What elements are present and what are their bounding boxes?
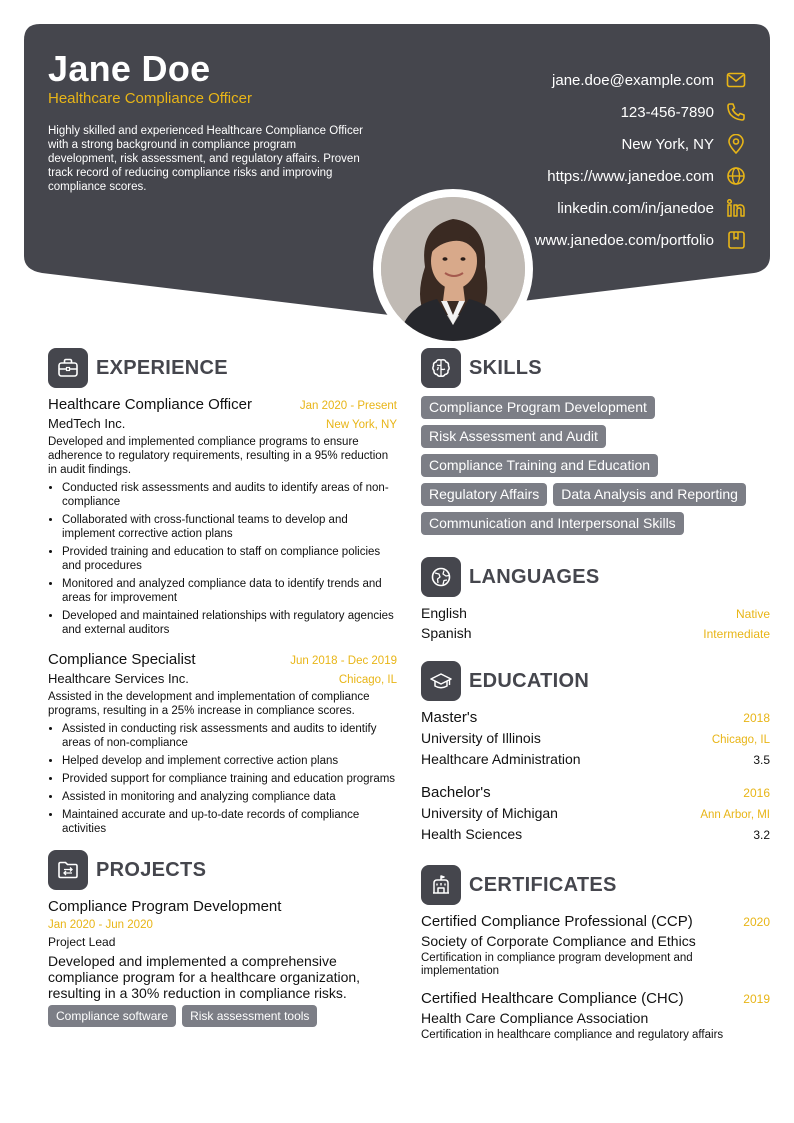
profile-summary: Highly skilled and experienced Healthcare Compliance Officer with a strong background in compliance program development, risk assessment, and regulatory affairs. Proven track record of reducing compliance risks and improving compliance scores.	[48, 125, 363, 193]
candidate-title: Healthcare Compliance Officer	[48, 90, 252, 107]
location-pin-icon	[726, 134, 746, 154]
school-location: Chicago, IL	[711, 734, 770, 746]
certificate-issuer: Health Care Compliance Association	[421, 1010, 649, 1026]
brain-icon	[421, 348, 461, 388]
contact-location-text: New York, NY	[621, 135, 714, 153]
list-item: • Provided support for compliance training and education programs	[62, 772, 397, 786]
left-column	[48, 348, 397, 1027]
list-item: • Helped develop and implement corrective action plans	[62, 754, 397, 768]
skill-tag: Compliance Program Development	[421, 396, 655, 419]
school-location: Ann Arbor, MI	[700, 809, 770, 821]
education-year: 2016	[743, 786, 770, 800]
degree: Master's	[421, 709, 478, 726]
skill-tag: Compliance Training and Education	[421, 454, 658, 477]
school-name: University of Illinois	[421, 730, 541, 746]
experience-item	[48, 651, 397, 836]
briefcase-icon	[48, 348, 88, 388]
globe-icon	[726, 166, 746, 186]
certificate-item	[421, 913, 770, 978]
certificate-name: Certified Healthcare Compliance (CHC)	[421, 990, 684, 1007]
linkedin-icon	[726, 198, 746, 218]
contact-portfolio-text[interactable]: www.janedoe.com/portfolio	[534, 231, 714, 249]
language-name: Spanish	[421, 625, 472, 641]
list-item: • Developed and maintained relationships with regulatory agencies and external auditors	[62, 609, 397, 637]
folder-icon	[48, 850, 88, 890]
contact-website[interactable]	[535, 160, 746, 192]
contact-list	[535, 64, 746, 256]
project-tag: Compliance software	[48, 1005, 176, 1027]
project-name: Compliance Program Development	[48, 898, 282, 915]
skill-tag: Regulatory Affairs	[421, 483, 547, 506]
education-year: 2018	[743, 711, 770, 725]
language-globe-icon	[421, 557, 461, 597]
certificates-section	[421, 865, 770, 1042]
contact-portfolio[interactable]	[535, 224, 746, 256]
contact-linkedin-text[interactable]: linkedin.com/in/janedoe	[557, 199, 714, 217]
job-description: Developed and implemented compliance programs to ensure adherence to regulatory requirements, resulting in a 95% reduction in audit findings.	[48, 436, 389, 476]
certificate-name: Certified Compliance Professional (CCP)	[421, 913, 693, 930]
job-title: Healthcare Compliance Officer	[48, 396, 252, 413]
education-item	[421, 709, 770, 772]
certificate-year: 2019	[743, 992, 770, 1006]
job-location: New York, NY	[326, 419, 397, 431]
degree: Bachelor's	[421, 784, 491, 801]
project-description: Developed and implemented a comprehensive compliance program for a healthcare organization, resulting in a 30% reduction in compliance risks.	[48, 953, 361, 1001]
skills-heading: SKILLS	[469, 356, 542, 379]
list-item: • Conducted risk assessments and audits to identify areas of non-compliance	[62, 481, 397, 509]
skill-tag: Communication and Interpersonal Skills	[421, 512, 684, 535]
certificate-item	[421, 990, 770, 1042]
skills-list	[421, 396, 761, 535]
job-bullets	[48, 481, 397, 637]
experience-heading: EXPERIENCE	[96, 356, 228, 379]
project-dates: Jan 2020 - Jun 2020	[48, 919, 153, 931]
graduation-cap-icon	[421, 661, 461, 701]
mail-icon	[726, 70, 746, 90]
field-of-study: Health Sciences	[421, 826, 523, 842]
field-of-study: Healthcare Administration	[421, 751, 581, 767]
experience-section	[48, 348, 397, 836]
list-item: • Provided training and education to staff on compliance policies and procedures	[62, 545, 397, 573]
list-item: • Monitored and analyzed compliance data to identify trends and areas for improvement	[62, 577, 397, 605]
certificate-description: Certification in healthcare compliance and regulatory affairs	[421, 1029, 724, 1041]
contact-phone[interactable]	[535, 96, 746, 128]
list-item: • Assisted in conducting risk assessments and audits to identify areas of non-compliance	[62, 722, 397, 750]
job-bullets	[48, 722, 397, 836]
contact-linkedin[interactable]	[535, 192, 746, 224]
contact-phone-text[interactable]: 123-456-7890	[620, 103, 714, 121]
language-item	[421, 625, 770, 645]
profile-photo	[373, 189, 533, 349]
contact-email-text[interactable]: jane.doe@example.com	[552, 71, 714, 89]
avatar	[381, 197, 525, 341]
portfolio-icon	[726, 230, 746, 250]
phone-icon	[726, 102, 746, 122]
contact-website-text[interactable]: https://www.janedoe.com	[547, 167, 714, 185]
certificates-heading: CERTIFICATES	[469, 873, 617, 896]
contact-location	[535, 128, 746, 160]
school-name: University of Michigan	[421, 805, 558, 821]
language-item	[421, 605, 770, 625]
project-role: Project Lead	[48, 935, 116, 949]
company-name: Healthcare Services Inc.	[48, 671, 189, 686]
education-section	[421, 661, 770, 847]
education-heading: EDUCATION	[469, 669, 590, 692]
list-item: • Maintained accurate and up-to-date records of compliance activities	[62, 808, 397, 836]
projects-section	[48, 850, 397, 1027]
gpa: 3.5	[753, 753, 770, 767]
job-title: Compliance Specialist	[48, 651, 196, 668]
project-item	[48, 898, 397, 1027]
contact-email[interactable]	[535, 64, 746, 96]
education-item	[421, 784, 770, 847]
language-level: Intermediate	[703, 627, 770, 641]
language-level: Native	[735, 607, 770, 621]
skills-section	[421, 348, 770, 535]
projects-heading: PROJECTS	[96, 858, 207, 881]
project-tags	[48, 1005, 397, 1027]
list-item: • Assisted in monitoring and analyzing compliance data	[62, 790, 397, 804]
skill-tag: Risk Assessment and Audit	[421, 425, 606, 448]
job-description: Assisted in the development and implementation of compliance programs, resulting in a 25% increase in compliance scores.	[48, 691, 370, 717]
list-item: • Collaborated with cross-functional teams to develop and implement corrective action plans	[62, 513, 397, 541]
job-dates: Jan 2020 - Present	[299, 400, 397, 412]
certificate-issuer: Society of Corporate Compliance and Ethics	[421, 933, 696, 949]
languages-heading: LANGUAGES	[469, 565, 600, 588]
job-dates: Jun 2018 - Dec 2019	[290, 655, 397, 667]
certificate-description: Certification in compliance program development and implementation	[421, 952, 693, 977]
candidate-name: Jane Doe	[48, 48, 211, 89]
project-tag: Risk assessment tools	[182, 1005, 317, 1027]
company-name: MedTech Inc.	[48, 416, 126, 431]
experience-item	[48, 396, 397, 637]
skill-tag: Data Analysis and Reporting	[553, 483, 746, 506]
job-location: Chicago, IL	[338, 674, 397, 686]
gpa: 3.2	[753, 828, 770, 842]
institution-icon	[421, 865, 461, 905]
right-column	[421, 348, 770, 1042]
certificate-year: 2020	[743, 915, 770, 929]
language-name: English	[421, 605, 467, 621]
languages-section	[421, 557, 770, 645]
